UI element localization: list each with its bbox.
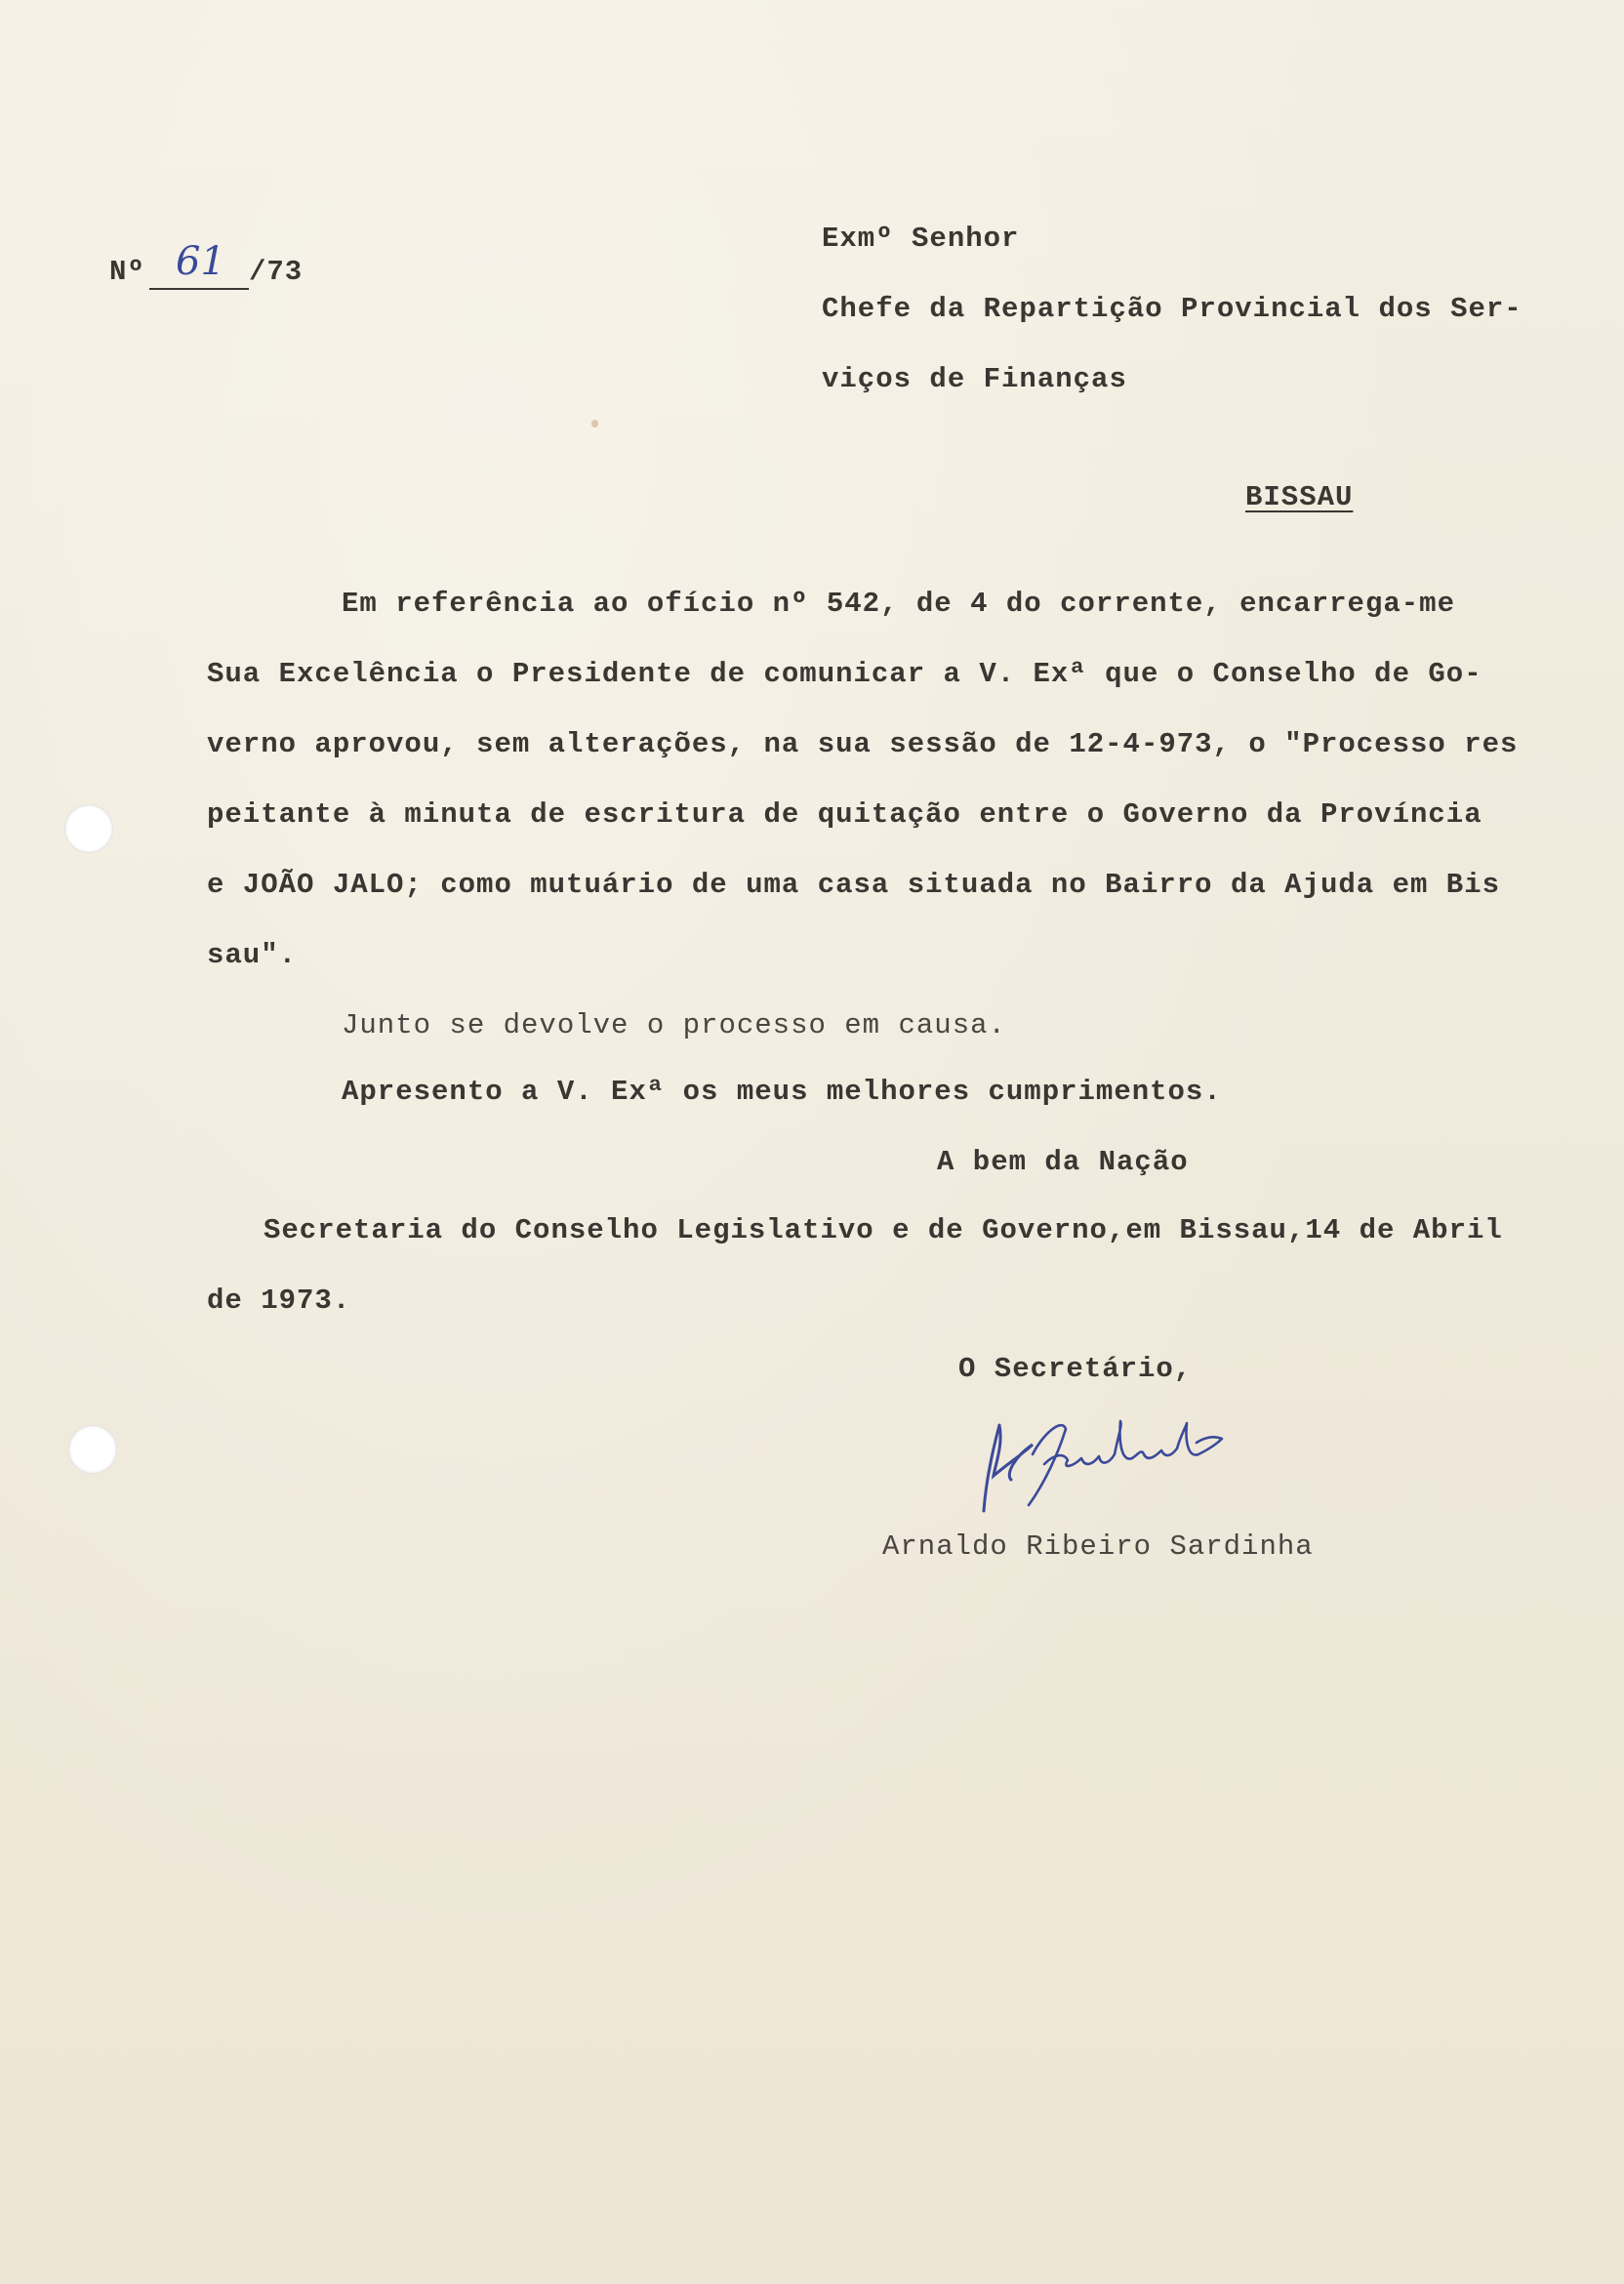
- body-line-6: sau".: [207, 939, 298, 971]
- place-date-line-2: de 1973.: [207, 1285, 351, 1317]
- handwritten-signature: [956, 1396, 1249, 1532]
- punch-hole-top: [64, 804, 113, 853]
- reference-underline: [149, 288, 249, 290]
- signatory-name: Arnaldo Ribeiro Sardinha: [882, 1530, 1314, 1563]
- body-line-5: e JOÃO JALO; como mutuário de uma casa situada no Bairro da Ajuda em Bis: [207, 869, 1501, 901]
- closing-phrase: A bem da Nação: [937, 1146, 1189, 1178]
- punch-hole-bottom: [68, 1425, 117, 1474]
- addressee-title-line-2: viços de Finanças: [822, 363, 1127, 395]
- body-line-1: Em referência ao ofício nº 542, de 4 do corrente, encarrega-me: [342, 588, 1455, 620]
- place-date-line-1: Secretaria do Conselho Legislativo e de Governo,em Bissau,14 de Abril: [264, 1214, 1503, 1246]
- addressee-salutation: Exmº Senhor: [822, 223, 1020, 255]
- body-paragraph-3: Apresento a V. Exª os meus melhores cumprimentos.: [342, 1076, 1222, 1108]
- body-line-2: Sua Excelência o Presidente de comunicar a V. Exª que o Conselho de Go-: [207, 658, 1482, 690]
- body-line-4: peitante à minuta de escritura de quitação entre o Governo da Província: [207, 798, 1482, 831]
- reference-label: Nº: [109, 256, 145, 288]
- reference-year: /73: [249, 256, 304, 288]
- signatory-title: O Secretário,: [958, 1353, 1193, 1385]
- body-line-3: verno aprovou, sem alterações, na sua sessão de 12-4-973, o "Processo res: [207, 728, 1519, 760]
- paper-stain: [591, 420, 598, 428]
- addressee-city: BISSAU: [1245, 481, 1354, 513]
- body-paragraph-2: Junto se devolve o processo em causa.: [342, 1009, 1006, 1041]
- addressee-title-line-1: Chefe da Repartição Provincial dos Ser-: [822, 293, 1522, 325]
- reference-number: 61: [176, 239, 225, 284]
